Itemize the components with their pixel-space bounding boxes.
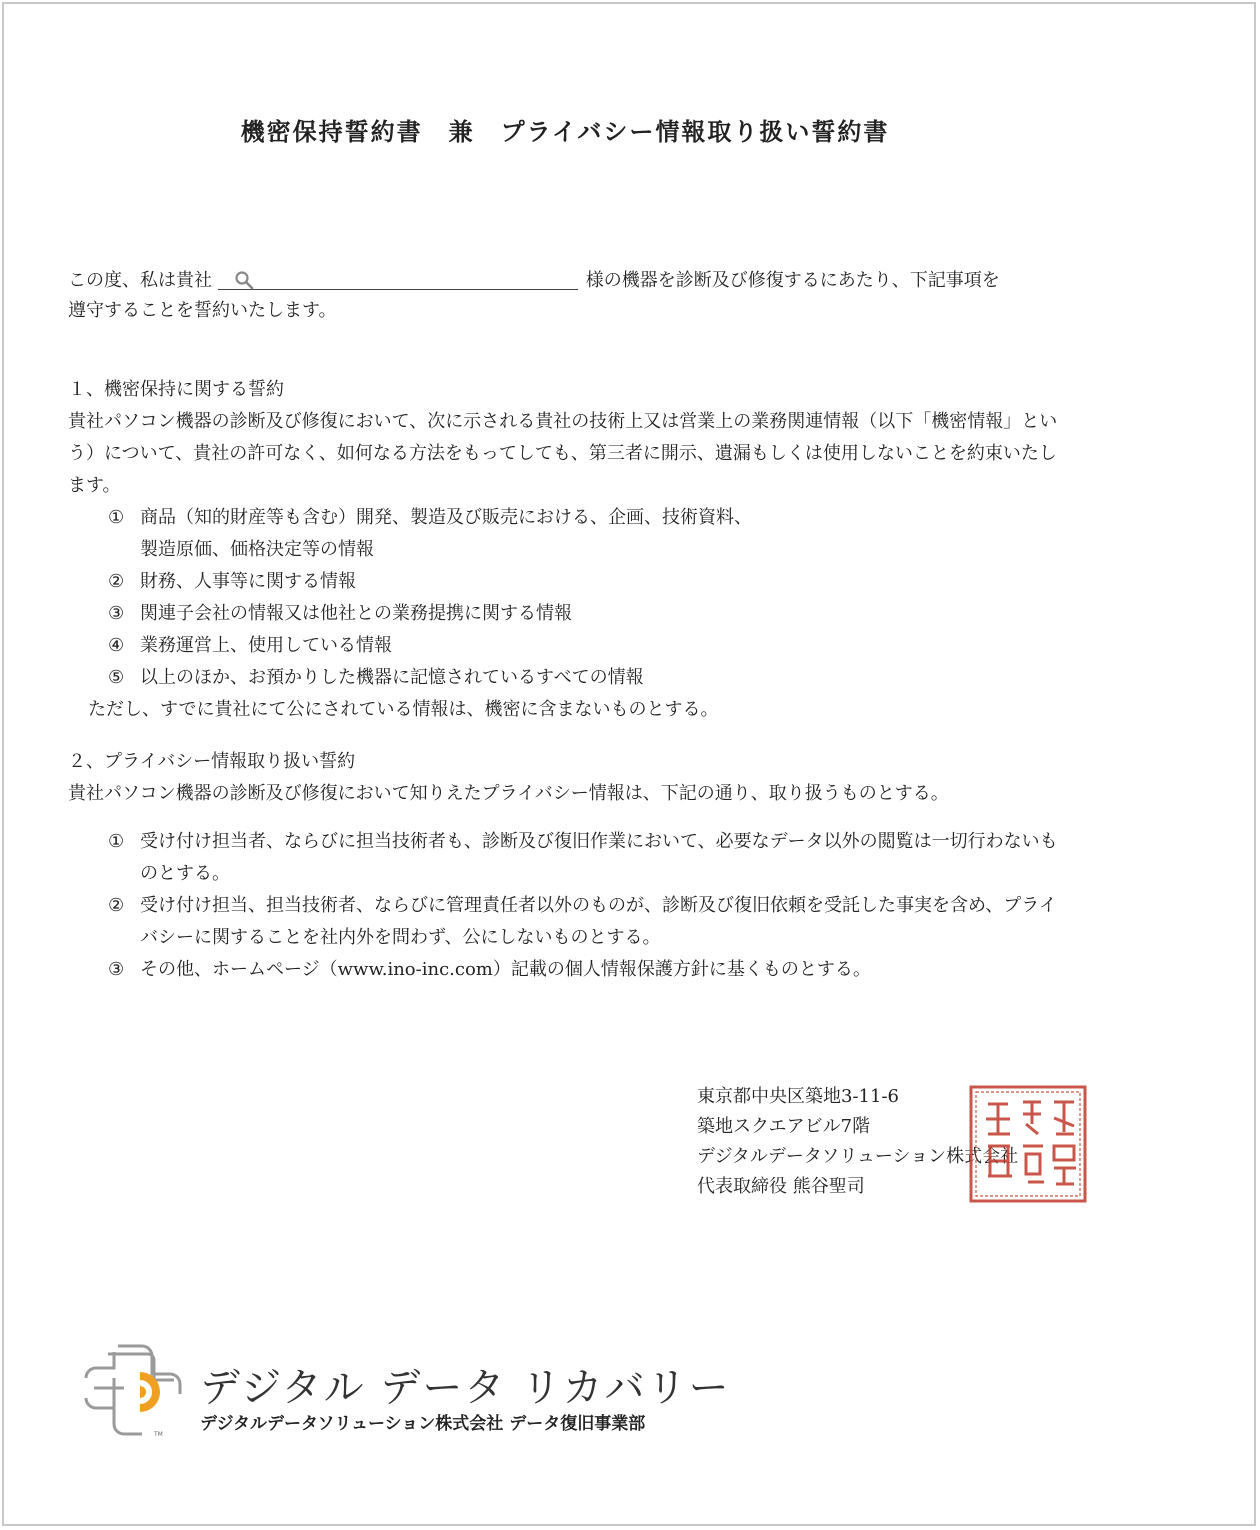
list-item <box>68 566 1168 598</box>
list-number: ④ <box>108 635 125 656</box>
company-name-field[interactable] <box>218 267 578 290</box>
section-privacy <box>68 746 1168 986</box>
address-line2: 築地スクエアビル7階 <box>697 1116 871 1137</box>
list-text: 受け付け担当、担当技術者、ならびに管理責任者以外のものが、診断及び復旧依頼を受託した事実を含め、プライバシーに関することを社内外を問わず、公にしないものとする。 <box>140 895 1057 948</box>
list-text-line1: 商品（知的財産等も含む）開発、製造及び販売における、企画、技術資料、 <box>140 507 752 528</box>
list-text <box>140 502 1060 566</box>
list-item <box>68 598 1168 630</box>
digital-data-recovery-logo-mark <box>78 1338 188 1438</box>
intro-line2: 遵守することを誓約いたします。 <box>68 300 337 321</box>
section2-list <box>68 826 1168 986</box>
search-icon <box>234 270 254 290</box>
list-number: ⑤ <box>108 667 125 688</box>
logo-subtitle: デジタルデータソリューション株式会社 データ復旧事業部 <box>200 1414 646 1434</box>
list-text: 業務運営上、使用している情報 <box>140 635 392 656</box>
list-text: 財務、人事等に関する情報 <box>140 571 356 592</box>
list-number: ② <box>108 571 125 592</box>
list-item <box>68 662 1168 694</box>
list-item <box>68 502 1168 566</box>
list-item <box>68 826 1168 890</box>
intro-before-blank: この度、私は貴社 <box>68 270 212 291</box>
address-line1: 東京都中央区築地3-11-6 <box>697 1086 899 1107</box>
section1-note: ただし、すでに貴社にて公にされている情報は、機密に含まないものとする。 <box>88 699 719 720</box>
section2-paragraph: 貴社パソコン機器の診断及び修復において知りえたプライバシー情報は、下記の通り、取り扱うものとする。 <box>68 783 949 804</box>
spacer <box>68 810 1168 826</box>
list-text: 受け付け担当者、ならびに担当技術者も、診断及び復旧作業において、必要なデータ以外の閲覧は一切行わないものとする。 <box>140 831 1058 884</box>
list-text: 以上のほか、お預かりした機器に記憶されているすべての情報 <box>140 667 644 688</box>
representative-name: 代表取締役 熊谷聖司 <box>697 1176 865 1197</box>
list-item <box>68 954 1168 986</box>
intro-after-blank: 様の機器を診断及び修復するにあたり、下記事項を <box>585 270 1000 291</box>
list-number: ③ <box>108 603 125 624</box>
section1-heading: １、機密保持に関する誓約 <box>68 379 284 400</box>
list-text: 関連子会社の情報又は他社との業務提携に関する情報 <box>140 603 572 624</box>
list-number: ② <box>108 895 125 916</box>
list-text: その他、ホームページ（www.ino-inc.com）記載の個人情報保護方針に基くものとする。 <box>140 959 871 980</box>
list-item <box>68 630 1168 662</box>
list-number: ① <box>108 831 125 852</box>
list-item <box>68 890 1168 954</box>
list-number: ③ <box>108 959 125 980</box>
trademark-mark: TM <box>154 1431 163 1438</box>
logo-brand-name: デジタル データ リカバリー <box>200 1365 731 1411</box>
section1-list <box>68 502 1168 694</box>
list-text-line2: 製造原価、価格決定等の情報 <box>140 539 374 560</box>
list-number: ① <box>108 507 125 528</box>
company-seal-stamp <box>968 1084 1088 1204</box>
intro-paragraph <box>68 266 1148 326</box>
section2-heading: ２、プライバシー情報取り扱い誓約 <box>68 751 356 772</box>
company-name: デジタルデータソリューション株式会社 <box>697 1146 1019 1167</box>
document-title: 機密保持誓約書 兼 プライバシー情報取り扱い誓約書 <box>240 117 890 146</box>
section-confidentiality <box>68 374 1168 726</box>
section1-paragraph: 貴社パソコン機器の診断及び修復において、次に示される貴社の技術上又は営業上の業務関連情報（以下「機密情報」という）について、貴社の許可なく、如何なる方法をもってしても、第三者に開示、遺漏もしくは使用しないことを約束いたします。 <box>68 411 1058 496</box>
